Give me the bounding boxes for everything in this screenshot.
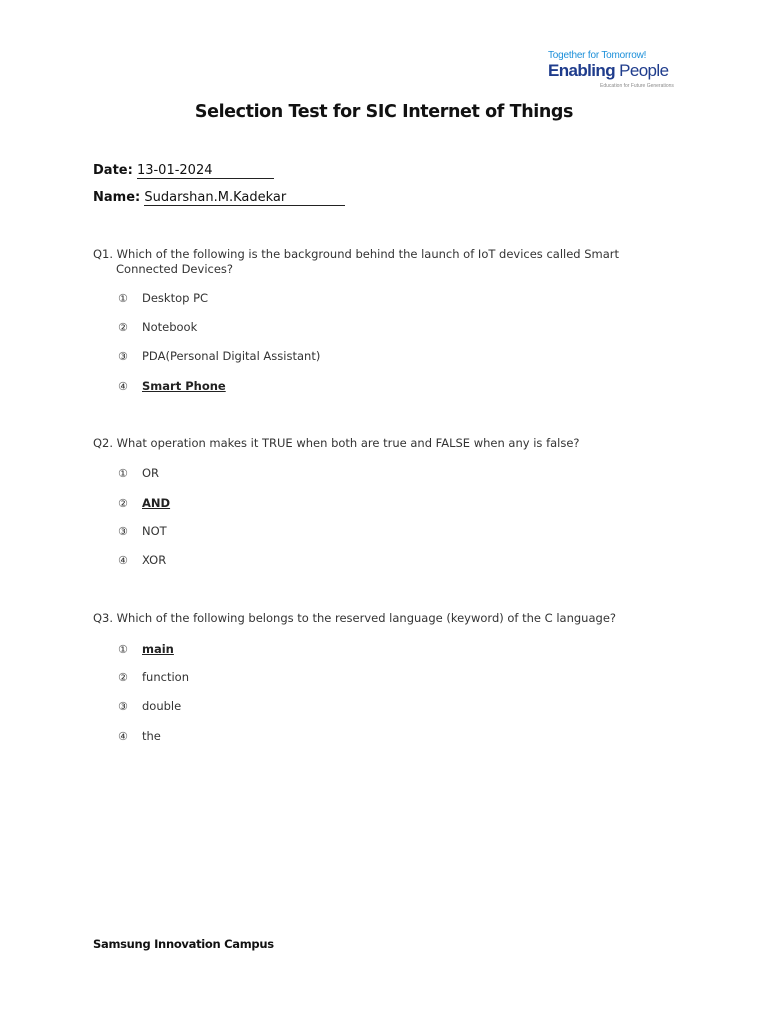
question-text: Q2. What operation makes it TRUE when both are true and FALSE when any is false?: [93, 436, 580, 450]
q1-option-2: [118, 320, 197, 334]
logo-word-people: People: [619, 61, 669, 80]
q1-option-4-selected: [118, 379, 226, 393]
option-label: main: [142, 642, 174, 656]
option-number: ③: [118, 350, 128, 363]
option-label: OR: [142, 466, 160, 480]
option-label: AND: [142, 496, 171, 510]
option-label: function: [142, 670, 189, 684]
logo-word-enabling: Enabling: [548, 61, 615, 80]
option-label: double: [142, 699, 182, 713]
option-number: ③: [118, 525, 128, 538]
question-2: [93, 436, 683, 451]
option-number: ④: [118, 554, 128, 567]
question-text: Q3. Which of the following belongs to the reserved language (keyword) of the C language?: [93, 611, 616, 625]
q3-option-1-selected: [118, 642, 174, 656]
date-value: 13-01-2024: [137, 163, 274, 179]
option-label: PDA(Personal Digital Assistant): [142, 349, 321, 363]
q2-option-2-selected: [118, 496, 170, 510]
option-number: ①: [118, 643, 128, 656]
logo-tagline: Together for Tomorrow!: [548, 50, 647, 61]
option-label: Smart Phone: [142, 379, 226, 393]
q2-option-4: [118, 553, 166, 567]
q1-option-3: [118, 349, 320, 363]
option-label: NOT: [142, 524, 167, 538]
q2-option-1: [118, 466, 159, 480]
name-value: Sudarshan.M.Kadekar: [144, 190, 345, 206]
option-number: ②: [118, 671, 128, 684]
date-field: [93, 163, 274, 179]
option-number: ①: [118, 467, 128, 480]
question-1: [93, 247, 683, 277]
q1-option-1: [118, 291, 208, 305]
name-label: Name:: [93, 190, 141, 205]
q2-option-3: [118, 524, 167, 538]
q3-option-3: [118, 699, 181, 713]
option-number: ②: [118, 321, 128, 334]
q3-option-2: [118, 670, 189, 684]
option-number: ③: [118, 700, 128, 713]
logo-wordmark: [548, 62, 678, 80]
enabling-people-logo: [548, 50, 678, 89]
option-label: the: [142, 729, 161, 743]
option-number: ①: [118, 292, 128, 305]
option-number: ④: [118, 730, 128, 743]
option-label: XOR: [142, 553, 167, 567]
q3-option-4: [118, 729, 161, 743]
logo-subline: Education for Future Generations: [600, 83, 674, 89]
date-label: Date:: [93, 163, 133, 178]
option-number: ④: [118, 380, 128, 393]
name-field: [93, 190, 345, 206]
option-label: Desktop PC: [142, 291, 209, 305]
footer-text: Samsung Innovation Campus: [93, 937, 274, 951]
option-label: Notebook: [142, 320, 198, 334]
option-number: ②: [118, 497, 128, 510]
page-title: Selection Test for SIC Internet of Things: [194, 102, 574, 122]
question-3: [93, 611, 683, 626]
question-text: Q1. Which of the following is the background behind the launch of IoT devices called Smart Connected Devices?: [93, 247, 620, 276]
